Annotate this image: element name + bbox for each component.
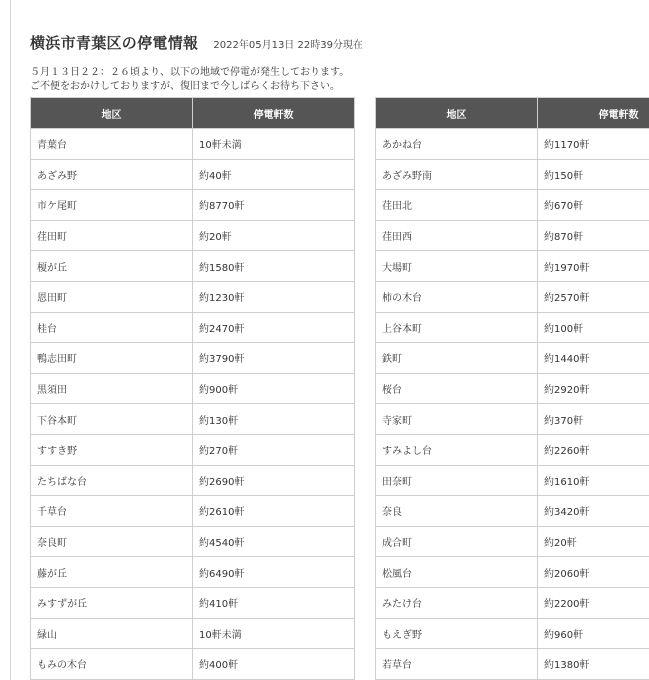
outage-count-cell: 約1440軒 [538,343,649,374]
table-row [31,434,355,465]
outage-count-cell: 約8770軒 [193,190,355,221]
table-row [31,373,355,404]
area-cell: 榎が丘 [31,251,193,282]
area-cell: あざみ野南 [376,159,538,190]
area-cell: 緑山 [31,618,193,649]
table-row [376,281,649,312]
outage-count-cell: 約2200軒 [538,587,649,618]
area-cell: 藤が丘 [31,557,193,588]
table-row [376,434,649,465]
table-row [376,190,649,221]
area-cell: すすき野 [31,434,193,465]
outage-notice [30,66,349,94]
table-row [376,649,649,680]
area-cell: みたけ台 [376,587,538,618]
outage-count-cell: 約20軒 [193,220,355,251]
table-header-row [376,98,649,129]
area-cell: 市ケ尾町 [31,190,193,221]
update-timestamp: 2022年05月13日 22時39分現在 [213,40,363,51]
outage-count-cell: 約370軒 [538,404,649,435]
outage-count-cell: 約270軒 [193,434,355,465]
area-cell: たちばな台 [31,465,193,496]
table-row [376,526,649,557]
table-row [31,587,355,618]
table-row [376,618,649,649]
outage-count-cell: 約1580軒 [193,251,355,282]
outage-count-cell: 約400軒 [193,649,355,680]
outage-count-cell: 約670軒 [538,190,649,221]
outage-table-left [30,97,355,680]
area-column-header: 地区 [31,98,193,129]
area-cell: 下谷本町 [31,404,193,435]
area-cell: 上谷本町 [376,312,538,343]
notice-line-1: ５月１３日２２：２６頃より、以下の地域で停電が発生しております。 [30,67,350,78]
area-cell: 若草台 [376,649,538,680]
area-cell: もみの木台 [31,649,193,680]
area-cell: 寺家町 [376,404,538,435]
area-cell: すみよし台 [376,434,538,465]
outage-count-cell: 約1380軒 [538,649,649,680]
content-left-border [10,0,11,680]
outage-count-cell: 約4540軒 [193,526,355,557]
area-cell: 松風台 [376,557,538,588]
outage-count-cell: 約1170軒 [538,129,649,160]
outage-count-cell: 約20軒 [538,526,649,557]
area-column-header: 地区 [376,98,538,129]
page-title: 横浜市青葉区の停電情報 [30,34,199,52]
area-cell: 鉄町 [376,343,538,374]
table-row [31,129,355,160]
outage-count-cell: 約3790軒 [193,343,355,374]
outage-count-cell: 約900軒 [193,373,355,404]
area-cell: 奈良 [376,496,538,527]
outage-count-cell: 約130軒 [193,404,355,435]
table-row [31,343,355,374]
area-cell: 荏田町 [31,220,193,251]
area-cell: 田奈町 [376,465,538,496]
area-cell: 荏田北 [376,190,538,221]
outage-count-cell: 約1970軒 [538,251,649,282]
notice-line-2: ご不便をおかけしておりますが、復旧まで今しばらくお待ち下さい。 [30,81,340,92]
table-row [31,618,355,649]
page-header [30,32,363,53]
outage-count-cell: 約1230軒 [193,281,355,312]
count-column-header: 停電軒数 [193,98,355,129]
outage-count-cell: 約3420軒 [538,496,649,527]
count-column-header: 停電軒数 [538,98,649,129]
table-row [376,251,649,282]
table-row [31,159,355,190]
area-cell: みすずが丘 [31,587,193,618]
table-row [31,312,355,343]
outage-count-cell: 約410軒 [193,587,355,618]
table-row [31,557,355,588]
area-cell: 青葉台 [31,129,193,160]
outage-count-cell: 約2920軒 [538,373,649,404]
outage-count-cell: 約2570軒 [538,281,649,312]
table-row [376,587,649,618]
outage-count-cell: 約2470軒 [193,312,355,343]
table-row [376,343,649,374]
area-cell: 恩田町 [31,281,193,312]
outage-count-cell: 約960軒 [538,618,649,649]
table-row [376,129,649,160]
table-row [31,496,355,527]
area-cell: 千草台 [31,496,193,527]
table-row [31,526,355,557]
table-row [31,190,355,221]
outage-count-cell: 約2610軒 [193,496,355,527]
table-row [31,281,355,312]
area-cell: 黒須田 [31,373,193,404]
outage-count-cell: 10軒未満 [193,618,355,649]
area-cell: あかね台 [376,129,538,160]
area-cell: 奈良町 [31,526,193,557]
table-row [376,373,649,404]
table-row [376,465,649,496]
table-row [376,220,649,251]
outage-table-right [375,97,649,680]
area-cell: 桂台 [31,312,193,343]
table-row [31,251,355,282]
table-row [376,496,649,527]
outage-count-cell: 10軒未満 [193,129,355,160]
table-row [31,649,355,680]
area-cell: 荏田西 [376,220,538,251]
area-cell: 成合町 [376,526,538,557]
outage-count-cell: 約870軒 [538,220,649,251]
outage-count-cell: 約40軒 [193,159,355,190]
area-cell: 鴨志田町 [31,343,193,374]
table-header-row [31,98,355,129]
outage-count-cell: 約100軒 [538,312,649,343]
table-row [31,220,355,251]
outage-count-cell: 約2060軒 [538,557,649,588]
outage-count-cell: 約2690軒 [193,465,355,496]
outage-count-cell: 約150軒 [538,159,649,190]
area-cell: 大場町 [376,251,538,282]
area-cell: 桜台 [376,373,538,404]
area-cell: あざみ野 [31,159,193,190]
outage-count-cell: 約6490軒 [193,557,355,588]
area-cell: もえぎ野 [376,618,538,649]
table-row [376,404,649,435]
outage-count-cell: 約1610軒 [538,465,649,496]
table-row [31,404,355,435]
area-cell: 柿の木台 [376,281,538,312]
outage-count-cell: 約2260軒 [538,434,649,465]
table-row [376,312,649,343]
table-row [31,465,355,496]
table-row [376,557,649,588]
table-row [376,159,649,190]
